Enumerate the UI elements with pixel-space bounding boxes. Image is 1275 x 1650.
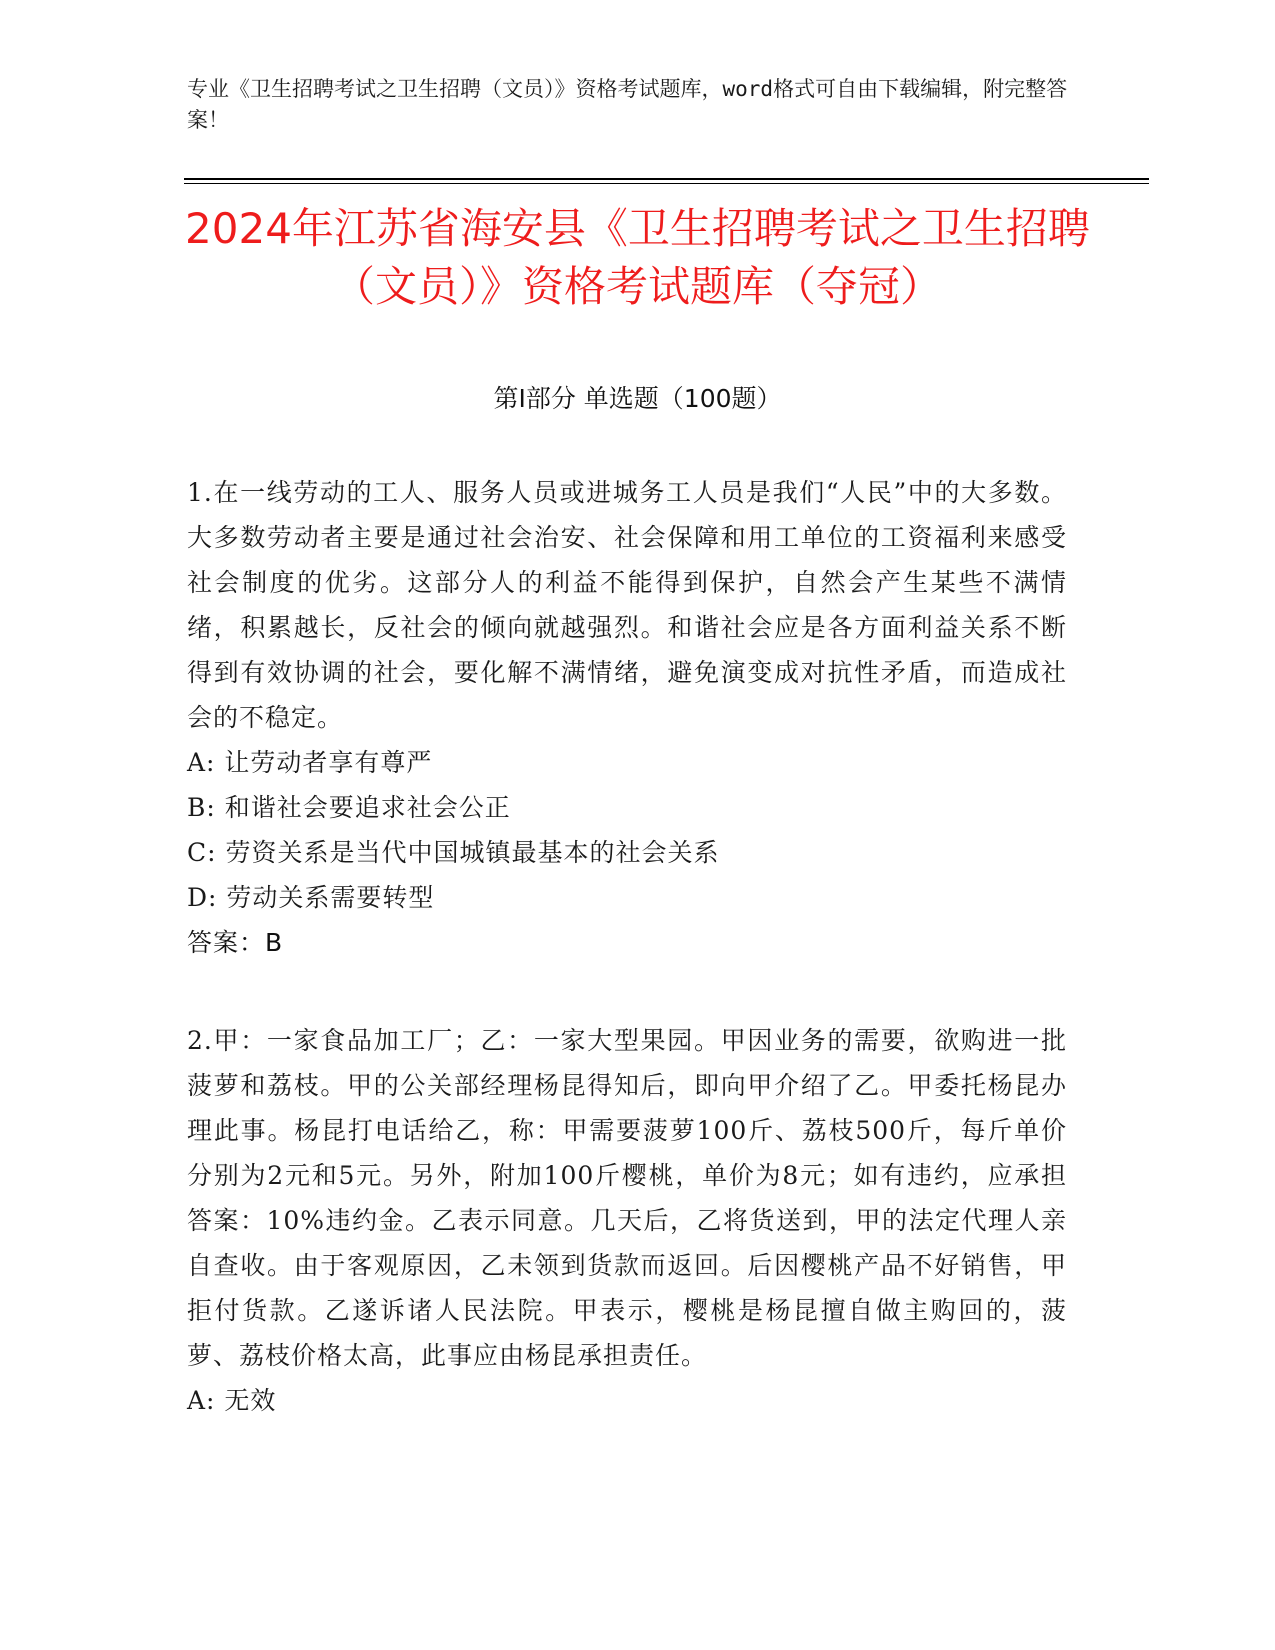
option-c: C: 劳资关系是当代中国城镇最基本的社会关系 xyxy=(187,838,720,867)
answer-line: 答案：B xyxy=(187,928,284,957)
question-text: 2.甲：一家食品加工厂；乙：一家大型果园。甲因业务的需要，欲购进一批菠萝和荔枝。甲的公关部经理杨昆得知后，即向甲介绍了乙。甲委托杨昆办理此事。杨昆打电话给乙，称：甲需要菠萝100斤、荔枝500斤，每斤单价分别为2元和5元。另外，附加100斤樱桃，单价为8元；如有违约，应承担答案：10%违约金。乙表示同意。几天后，乙将货送到，甲的法定代理人亲自查收。由于客观原因，乙未领到货款而返回。后因樱桃产品不好销售，甲拒付货款。乙遂诉诸人民法院。甲表示，樱桃是杨昆擅自做主购回的，菠萝、荔枝价格太高，此事应由杨昆承担责任。 xyxy=(187,1026,1067,1370)
section-heading: 第Ⅰ部分 单选题（100题） xyxy=(493,384,782,413)
option-b: B: 和谐社会要追求社会公正 xyxy=(187,793,511,822)
question-1 xyxy=(187,470,1067,965)
document-title: 2024年江苏省海安县《卫生招聘考试之卫生招聘（文员）》资格考试题库（夺冠） xyxy=(185,204,1090,311)
header-note: 专业《卫生招聘考试之卫生招聘（文员）》资格考试题库，word格式可自由下载编辑，附完整答案！ xyxy=(187,77,1068,132)
option-a: A: 无效 xyxy=(187,1386,277,1415)
question-text: 1.在一线劳动的工人、服务人员或进城务工人员是我们“人民”中的大多数。大多数劳动者主要是通过社会治安、社会保障和用工单位的工资福利来感受社会制度的优劣。这部分人的利益不能得到保护，自然会产生某些不满情绪，积累越长，反社会的倾向就越强烈。和谐社会应是各方面利益关系不断得到有效协调的社会，要化解不满情绪，避免演变成对抗性矛盾，而造成社会的不稳定。 xyxy=(187,478,1067,732)
option-d: D: 劳动关系需要转型 xyxy=(187,883,435,912)
header-rule-thick xyxy=(184,178,1149,180)
question-2 xyxy=(187,1018,1067,1423)
header-rule-thin xyxy=(184,183,1149,184)
option-a: A: 让劳动者享有尊严 xyxy=(187,748,433,777)
